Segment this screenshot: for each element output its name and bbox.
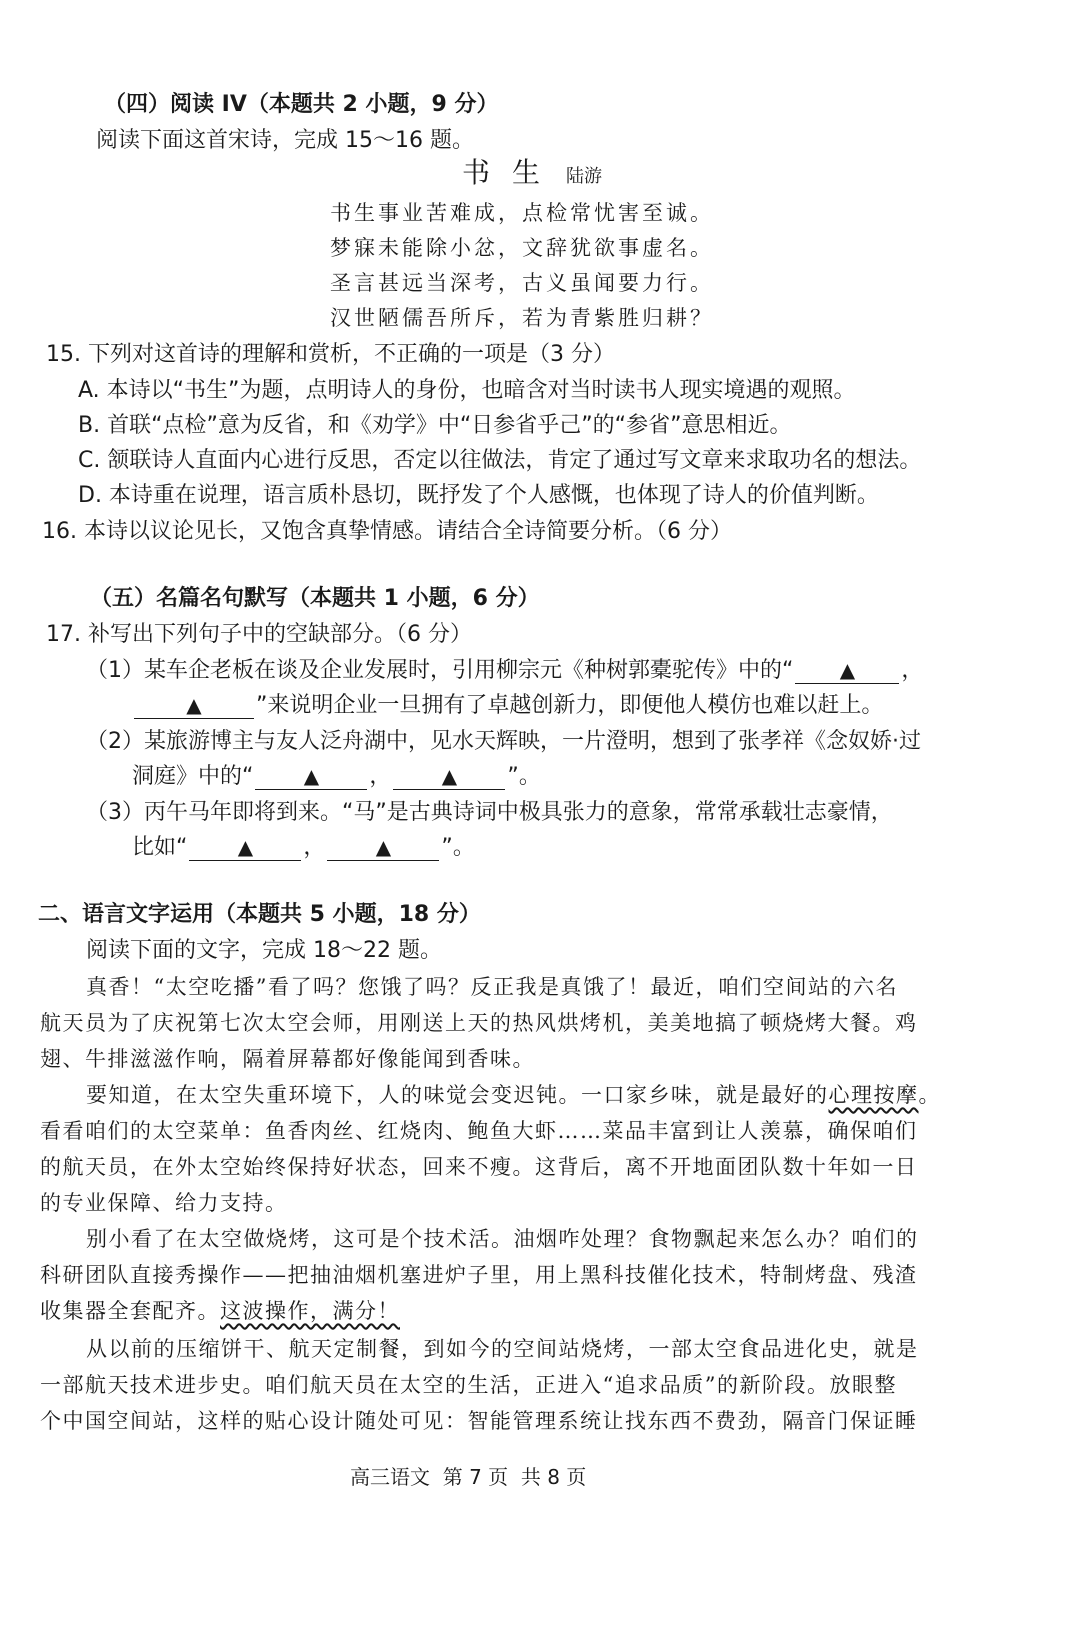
passage-p2-line (86, 1080, 941, 1110)
q17-item2-line1: （2）某旅游博主与友人泛舟湖中，见水天辉映，一片澄明，想到了张孝祥《念奴娇·过 (86, 729, 921, 754)
section5-heading: （五）名篇名句默写（本题共 1 小题，6 分） (90, 586, 540, 611)
passage-p3-line: 别小看了在太空做烧烤，这可是个技术活。油烟咋处理？食物飘起来怎么办？咱们的 (86, 1227, 919, 1251)
passage-p4-line: 一部航天技术进步史。咱们航天员在太空的生活，正进入“追求品质”的新阶段。放眼整 (40, 1373, 897, 1397)
q15-option-a: A. 本诗以“书生”为题，点明诗人的身份，也暗含对当时读书人现实境遇的观照。 (78, 378, 856, 403)
blank-marker-icon: ▲ (375, 835, 392, 859)
passage-p3-line: 科研团队直接秀操作——把抽油烟机塞进炉子里，用上黑科技催化技术，特制烤盘、残渣 (40, 1263, 918, 1287)
comma: ， (901, 658, 924, 683)
part2-instruction: 阅读下面的文字，完成 18～22 题。 (86, 938, 442, 963)
poem-line: 梦寐未能除小忿，文辞犹欲事虚名。 (330, 236, 714, 260)
blank-marker-icon: ▲ (839, 658, 856, 682)
page-footer: 高三语文 第 7 页 共 8 页 (350, 1465, 587, 1489)
q17-item1-line2 (132, 691, 883, 721)
close-quote: ”。 (507, 764, 541, 789)
poem-line: 汉世陋儒吾所斥，若为青紫胜归耕？ (330, 306, 714, 330)
poem-line: 圣言甚远当深考，古义虽闻要力行。 (330, 271, 714, 295)
poem-title: 书生 (462, 156, 563, 189)
passage-p1-line: 翅、牛排滋滋作响，隔着屏幕都好像能闻到香味。 (40, 1047, 535, 1071)
part2-heading: 二、语言文字运用（本题共 5 小题，18 分） (38, 902, 481, 927)
blank-marker-icon: ▲ (441, 764, 458, 788)
q17-item3-text-b: 比如“ (132, 835, 188, 860)
q15-option-d: D. 本诗重在说理，语言质朴恳切，既抒发了个人感慨，也体现了诗人的价值判断。 (78, 483, 879, 508)
q17-item1-line1 (86, 656, 923, 686)
blank-marker-icon: ▲ (186, 693, 202, 717)
q17-item2-line2 (132, 762, 541, 792)
q17-item3-line1: （3）丙午马年即将到来。“马”是古典诗词中极具张力的意象，常常承载壮志豪情， (86, 800, 893, 825)
q15-stem: 15. 下列对这首诗的理解和赏析，不正确的一项是（3 分） (46, 342, 615, 367)
answer-blank[interactable] (393, 764, 505, 790)
close-quote: ”。 (441, 835, 475, 860)
q17-stem: 17. 补写出下列句子中的空缺部分。（6 分） (46, 622, 472, 647)
q15-option-c: C. 颔联诗人直面内心进行反思，否定以往做法，肯定了通过写文章来求取功名的想法。 (78, 448, 922, 473)
blank-marker-icon: ▲ (303, 764, 320, 788)
answer-blank[interactable] (255, 764, 367, 790)
answer-blank[interactable] (795, 658, 899, 684)
passage-p3-line (40, 1296, 400, 1326)
passage-text: 要知道，在太空失重环境下，人的味觉会变迟钝。一口家乡味，就是最好的 (86, 1083, 829, 1107)
underlined-phrase: 这波操作，满分！ (220, 1299, 400, 1323)
answer-blank[interactable] (327, 835, 439, 861)
q15-option-b: B. 首联“点检”意为反省，和《劝学》中“日参省乎己”的“参省”意思相近。 (78, 413, 792, 438)
blank-marker-icon: ▲ (237, 835, 254, 859)
poem-line: 书生事业苦难成，点检常忧害至诚。 (330, 201, 714, 225)
answer-blank[interactable] (189, 835, 301, 861)
comma: ， (303, 835, 326, 860)
q17-item3-line2 (132, 833, 475, 863)
passage-text: 。 (918, 1083, 941, 1107)
passage-p1-line: 真香！“太空吃播”看了吗？您饿了吗？反正我是真饿了！最近，咱们空间站的六名 (86, 975, 898, 999)
q16-stem: 16. 本诗以议论见长，又饱含真挚情感。请结合全诗简要分析。（6 分） (42, 519, 732, 544)
passage-p1-line: 航天员为了庆祝第七次太空会师，用刚送上天的热风烘烤机，美美地搞了顿烧烤大餐。鸡 (40, 1011, 918, 1035)
answer-blank[interactable] (134, 693, 254, 719)
passage-p4-line: 个中国空间站，这样的贴心设计随处可见：智能管理系统让找东西不费劲，隔音门保证睡 (40, 1409, 918, 1433)
poem-header (462, 158, 602, 192)
passage-text: 收集器全套配齐。 (40, 1299, 220, 1323)
poem-author: 陆游 (566, 166, 603, 187)
passage-p2-line: 看看咱们的太空菜单：鱼香肉丝、红烧肉、鲍鱼大虾……菜品丰富到让人羡慕，确保咱们 (40, 1119, 918, 1143)
passage-p4-line: 从以前的压缩饼干、航天定制餐，到如今的空间站烧烤，一部太空食品进化史，就是 (86, 1337, 919, 1361)
section4-heading: （四）阅读 IV（本题共 2 小题，9 分） (104, 92, 499, 117)
q17-item2-text-b: 洞庭》中的“ (132, 764, 254, 789)
section4-instruction: 阅读下面这首宋诗，完成 15～16 题。 (96, 128, 474, 153)
underlined-phrase: 心理按摩 (828, 1083, 919, 1107)
passage-p2-line: 的专业保障、给力支持。 (40, 1191, 288, 1215)
passage-p2-line: 的航天员，在外太空始终保持好状态，回来不瘦。这背后，离不开地面团队数十年如一日 (40, 1155, 918, 1179)
q17-item1-text: （1）某车企老板在谈及企业发展时，引用柳宗元《种树郭橐驼传》中的“ (86, 658, 794, 683)
comma: ， (369, 764, 392, 789)
q17-item1-text-b: ”来说明企业一旦拥有了卓越创新力，即便他人模仿也难以赶上。 (256, 693, 884, 718)
